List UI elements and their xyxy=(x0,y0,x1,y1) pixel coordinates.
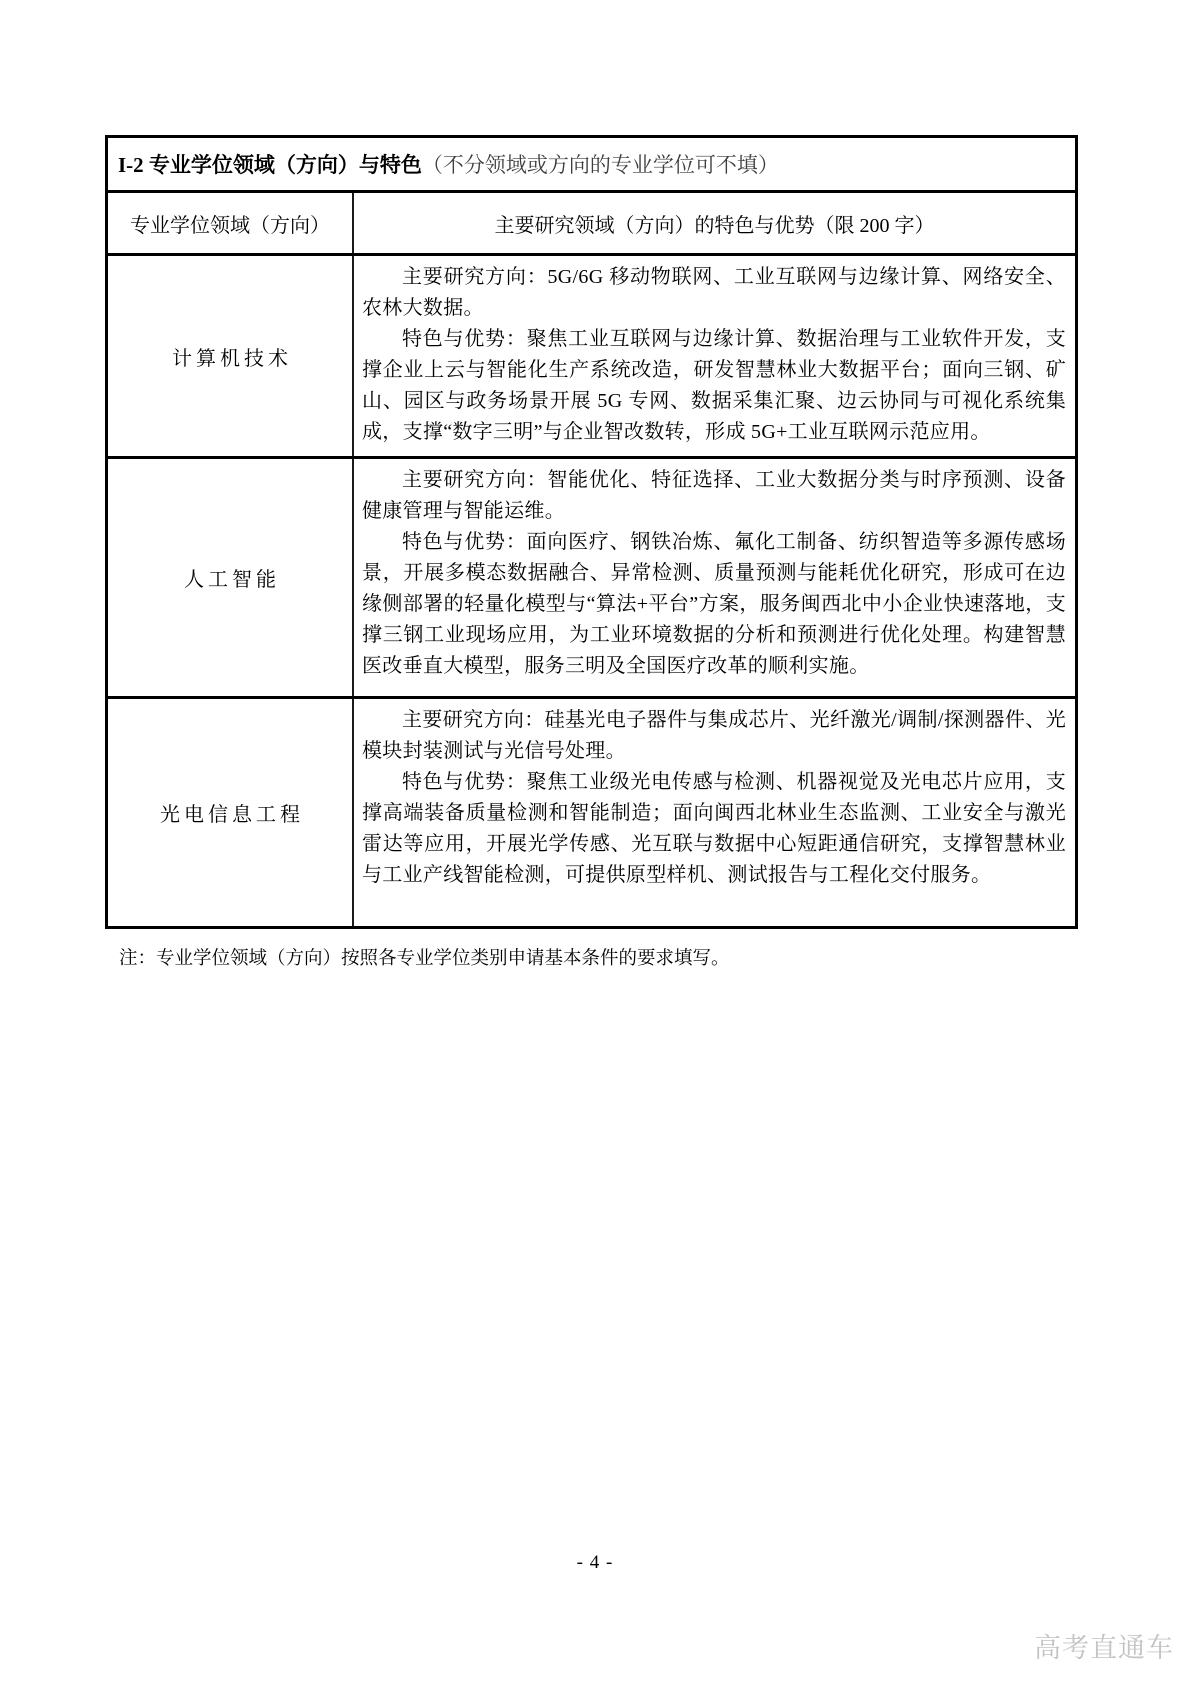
paragraph-research-direction: 主要研究方向：5G/6G 移动物联网、工业互联网与边缘计算、网络安全、农林大数据。 xyxy=(362,266,1066,319)
field-desc-cell xyxy=(354,256,1075,456)
header-desc-column: 主要研究领域（方向）的特色与优势（限 200 字） xyxy=(494,214,935,237)
paragraph-research-direction: 主要研究方向：硅基光电子器件与集成芯片、光纤激光/调制/探测器件、光模块封装测试与光信号处理。 xyxy=(362,709,1066,762)
header-field-column: 专业学位领域（方向） xyxy=(108,193,354,253)
table-header-row xyxy=(108,193,1075,256)
field-name-cell: 光电信息工程 xyxy=(108,699,354,926)
table-title xyxy=(108,138,1075,193)
table-title-hint: （不分领域或方向的专业学位可不填） xyxy=(421,153,779,177)
field-name-cell: 人工智能 xyxy=(108,459,354,696)
table-footnote: 注：专业学位领域（方向）按照各专业学位类别申请基本条件的要求填写。 xyxy=(119,949,730,969)
table-title-main: I-2 专业学位领域（方向）与特色 xyxy=(118,153,422,177)
paragraph-features: 特色与优势：聚焦工业级光电传感与检测、机器视觉及光电芯片应用，支撑高端装备质量检测和智能制造；面向闽西北林业生态监测、工业安全与激光雷达等应用，开展光学传感、光互联与数据中心短距通信研究，支撑智慧林业与工业产线智能检测，可提供原型样机、测试报告与工程化交付服务。 xyxy=(362,771,1066,886)
paragraph-features: 特色与优势：聚焦工业互联网与边缘计算、数据治理与工业软件开发，支撑企业上云与智能化生产系统改造，研发智慧林业大数据平台；面向三钢、矿山、园区与政务场景开展 5G 专网、数据采集汇聚、边云协同与可视化系统集成，支撑“数字三明”与企业智改数转，形成 5G+工业互联网示范应用。 xyxy=(362,328,1066,443)
field-name-cell: 计算机技术 xyxy=(108,256,354,456)
field-desc-cell xyxy=(354,699,1075,926)
page-number: - 4 - xyxy=(576,1552,614,1573)
paragraph-features: 特色与优势：面向医疗、钢铁冶炼、氟化工制备、纺织智造等多源传感场景，开展多模态数据融合、异常检测、质量预测与能耗优化研究，形成可在边缘侧部署的轻量化模型与“算法+平台”方案，服务闽西北中小企业快速落地，支撑三钢工业现场应用，为工业环境数据的分析和预测进行优化处理。构建智慧医改垂直大模型，服务三明及全国医疗改革的顺利实施。 xyxy=(362,531,1066,677)
table-row xyxy=(108,459,1075,699)
field-desc-cell xyxy=(354,459,1075,696)
watermark-text: 高考直通车 xyxy=(1034,1633,1174,1663)
table-row xyxy=(108,699,1075,926)
paragraph-research-direction: 主要研究方向：智能优化、特征选择、工业大数据分类与时序预测、设备健康管理与智能运维。 xyxy=(362,469,1066,522)
degree-field-table xyxy=(105,135,1078,929)
table-row xyxy=(108,256,1075,459)
